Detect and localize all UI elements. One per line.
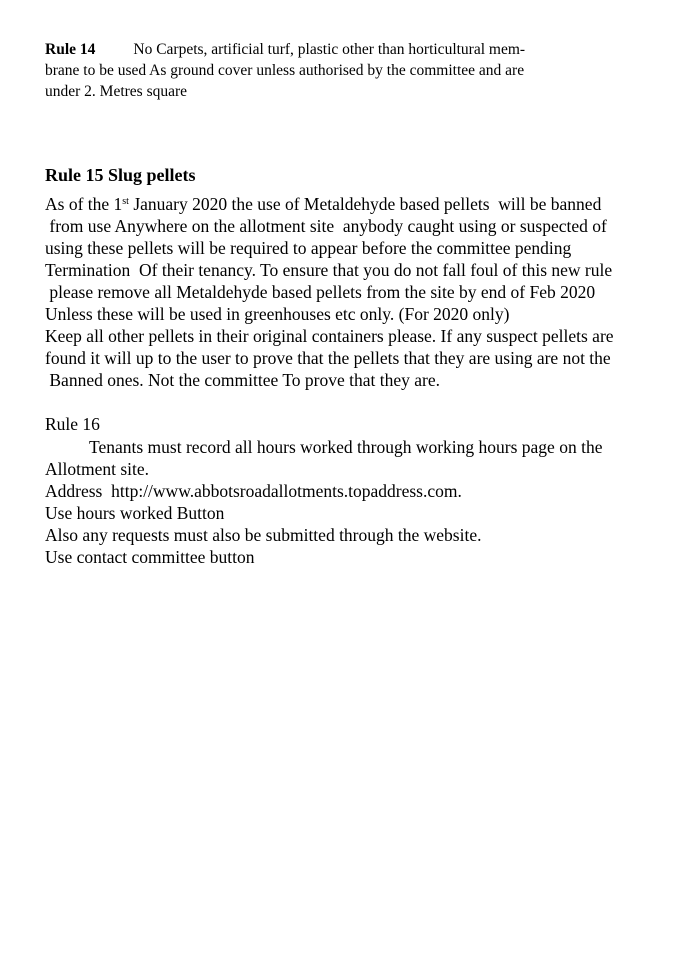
rule16-line-2: Allotment site. bbox=[45, 459, 150, 479]
rule16-line-5: Also any requests must also be submitted through the website. bbox=[45, 525, 482, 545]
rule15-line-2: from use Anywhere on the allotment site anybody caught using or suspected of bbox=[45, 216, 607, 236]
rule15-line-7: Keep all other pellets in their original containers please. If any suspect pellets are bbox=[45, 326, 614, 346]
rule14-line-3: under 2. Metres square bbox=[45, 83, 188, 100]
rule15-line-1-end: January 2020 the use of Metaldehyde based pellets will be banned bbox=[128, 194, 602, 214]
rule16-address-line: Address http://www.abbotsroadallotments.topaddress.com. bbox=[45, 481, 462, 501]
rule15-line-9: Banned ones. Not the committee To prove that they are. bbox=[45, 370, 441, 390]
rule14-title: Rule 14 bbox=[45, 41, 96, 58]
rule15-line-3: using these pellets will be required to appear before the committee pending bbox=[45, 238, 572, 258]
rule14-line-1 bbox=[45, 40, 525, 60]
rule15-line-1 bbox=[45, 193, 601, 215]
rule15-line-8: found it will up to the user to prove that the pellets that they are using are not the bbox=[45, 348, 611, 368]
rule16-line-6: Use contact committee button bbox=[45, 547, 255, 567]
rule15-heading: Rule 15 Slug pellets bbox=[45, 165, 196, 185]
rule15-line-1-start: As of the 1 bbox=[45, 194, 123, 214]
rule15-ordinal-superscript: st bbox=[122, 196, 129, 207]
rule14-line-2: brane to be used As ground cover unless authorised by the committee and are bbox=[45, 62, 525, 79]
rule15-line-4: Termination Of their tenancy. To ensure that you do not fall foul of this new rule bbox=[45, 260, 613, 280]
rule15-line-5: please remove all Metaldehyde based pellets from the site by end of Feb 2020 bbox=[45, 282, 596, 302]
rule16-line-1-text: Tenants must record all hours worked through working hours page on the bbox=[89, 437, 603, 457]
rule15-line-6: Unless these will be used in greenhouses etc only. (For 2020 only) bbox=[45, 304, 510, 324]
rule16-line-1 bbox=[45, 436, 602, 458]
rule16-line-4: Use hours worked Button bbox=[45, 503, 225, 523]
rule14-text: No Carpets, artificial turf, plastic other than horticultural mem- bbox=[133, 41, 526, 58]
rule16-heading: Rule 16 bbox=[45, 414, 100, 434]
